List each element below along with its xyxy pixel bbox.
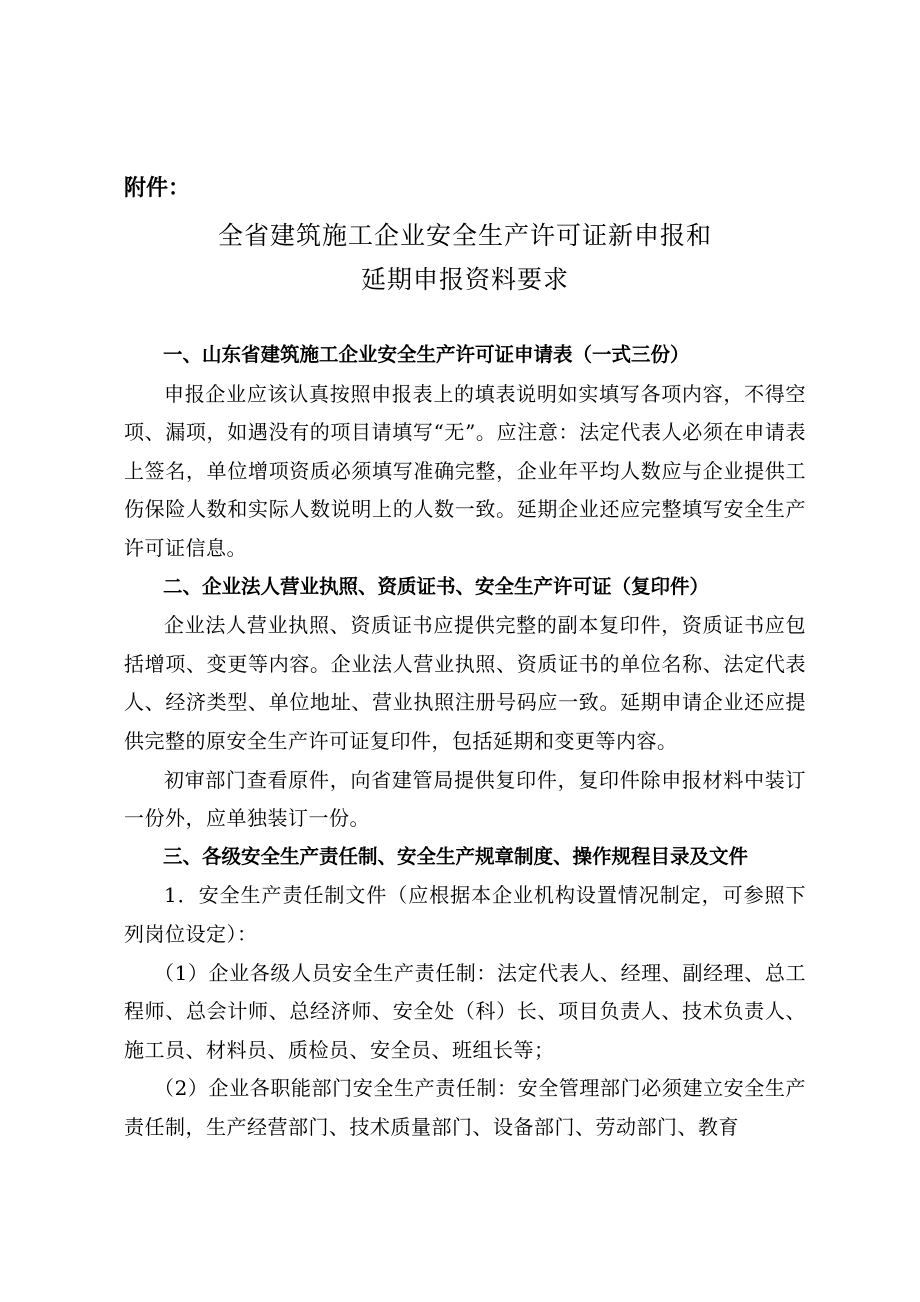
section-3-item-1-1: （1）企业各级人员安全生产责任制：法定代表人、经理、副经理、总工程师、总会计师、总经济师、安全处（科）长、项目负责人、技术负责人、施工员、材料员、质检员、安全员、班组长等； [124, 960, 806, 1062]
document-title-line-1: 全省建筑施工企业安全生产许可证新申报和 [217, 221, 712, 250]
document-body [124, 336, 806, 1146]
document-title-line-2: 延期申报资料要求 [360, 265, 569, 294]
section-3-item-1: 1．安全生产责任制文件（应根据本企业机构设置情况制定，可参照下列岗位设定）： [124, 883, 806, 946]
section-1-heading: 一、山东省建筑施工企业安全生产许可证申请表（一式三份） [163, 343, 690, 366]
section-3-heading: 三、各级安全生产责任制、安全生产规章制度、操作规程目录及文件 [163, 844, 749, 868]
section-3-item-1-2: （2）企业各职能部门安全生产责任制：安全管理部门必须建立安全生产责任制，生产经营部门、技术质量部门、设备部门、劳动部门、教育 [124, 1076, 806, 1139]
section-2-heading: 二、企业法人营业执照、资质证书、安全生产许可证（复印件） [163, 574, 710, 598]
attachment-label: 附件： [124, 176, 191, 201]
section-2-paragraph-1: 企业法人营业执照、资质证书应提供完整的副本复印件，资质证书应包括增项、变更等内容。企业法人营业执照、资质证书的单位名称、法定代表人、经济类型、单位地址、营业执照注册号码应一致。延期申请企业还应提供完整的原安全生产许可证复印件，包括延期和变更等内容。 [124, 613, 806, 753]
section-1-paragraph-1: 申报企业应该认真按照申报表上的填表说明如实填写各项内容，不得空项、漏项，如遇没有的项目请填写“无”。应注意：法定代表人必须在申请表上签名，单位增项资质必须填写准确完整，企业年平均人数应与企业提供工伤保险人数和实际人数说明上的人数一致。延期企业还应完整填写安全生产许可证信息。 [124, 381, 806, 560]
section-2-paragraph-2: 初审部门查看原件，向省建管局提供复印件，复印件除申报材料中装订一份外，应单独装订一份。 [124, 767, 806, 831]
